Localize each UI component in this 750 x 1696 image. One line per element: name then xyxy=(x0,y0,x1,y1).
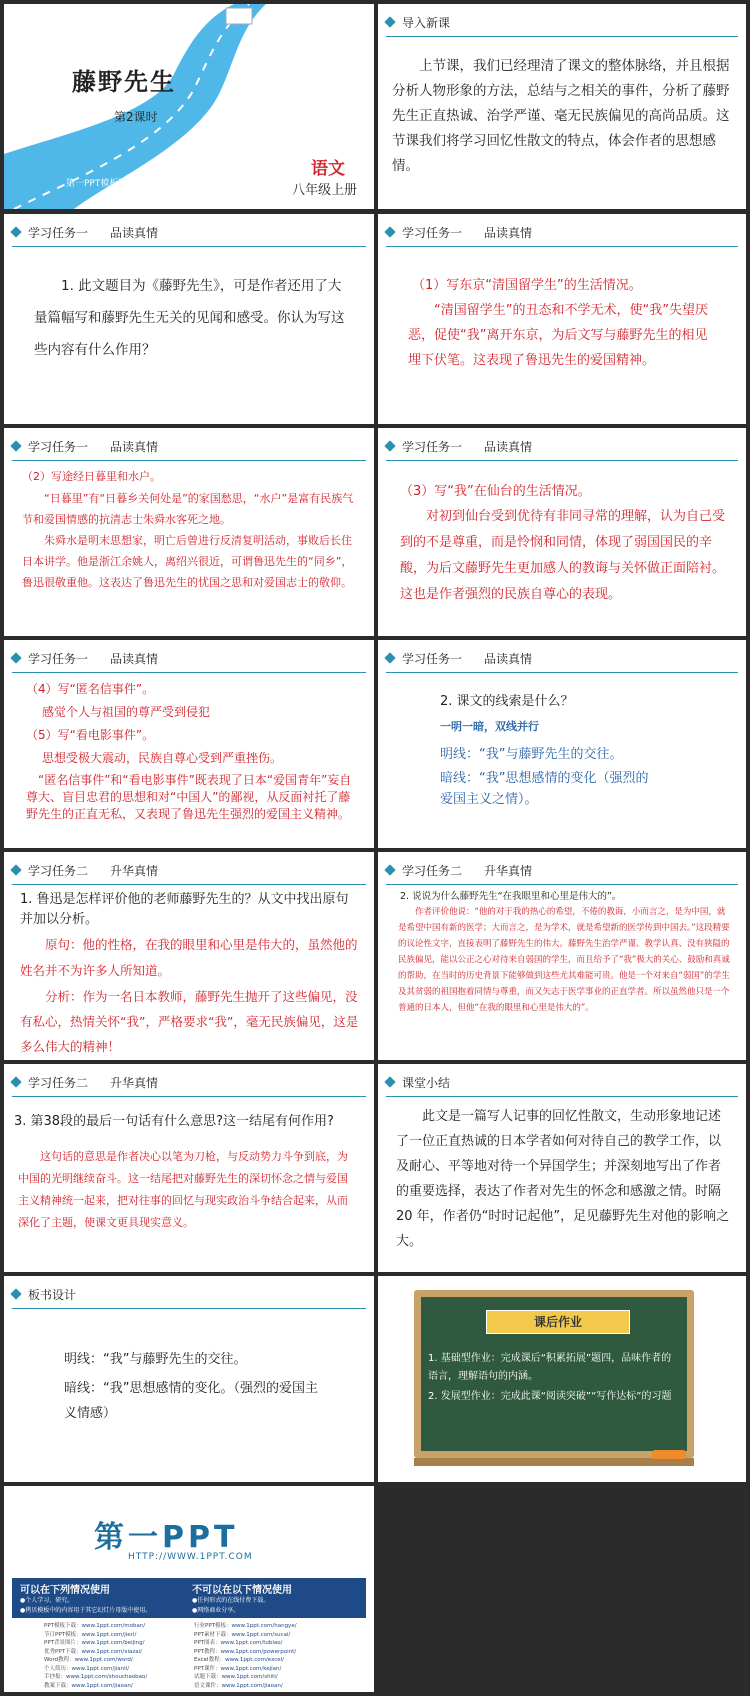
an-line: 暗线：“我”思想感情的变化。（强烈的爱国主义情感） xyxy=(64,1381,318,1421)
cannot-item-2: ●网络商业分享。 xyxy=(192,1607,240,1614)
diamond-icon xyxy=(10,1076,21,1087)
slide-header xyxy=(386,1072,450,1092)
header-task: 学习任务一 xyxy=(28,651,89,666)
site-text: 第一PPT模板网-WWW.1PPT.COM xyxy=(66,179,205,189)
slide-task2-q3[interactable] xyxy=(4,1064,374,1272)
link-row[interactable]: Word教程：www.1ppt.com/word/ xyxy=(44,1657,133,1663)
diamond-icon xyxy=(384,16,395,27)
slide-header xyxy=(12,1072,158,1092)
slide-header xyxy=(12,860,158,880)
summary-text: “匿名信事件”和“看电影事件”既表现了日本“爱国青年”妄自尊大、盲目忠君的思想和对“中国人”的鄙视，从反面衬托了藤野先生的正直无私，又表现了鲁迅先生强烈的爱国主义精神。 xyxy=(26,773,352,821)
header-task: 学习任务二 xyxy=(28,1075,89,1090)
can-item-2: ●拷贝模板中的内容用于其它幻灯片母版中使用。 xyxy=(20,1607,152,1614)
intro-paragraph: 上节课，我们已经理清了课文的整体脉络，并且根据分析人物形象的方法，总结与之相关的事件，分析了藤野先生正直热诚、治学严谨、毫无民族偏见的高尚品质。这节课我们将学习回忆性散文的特点，体会作者的思想感情。 xyxy=(392,58,730,174)
text-5: 思想受极大震动，民族自尊心受到严重挫伤。 xyxy=(42,751,283,765)
slide-task1-a4[interactable] xyxy=(4,640,374,848)
slide-task1-a1[interactable] xyxy=(378,214,746,424)
link-row[interactable]: 行业PPT模板：www.1ppt.com/hangye/ xyxy=(194,1623,297,1629)
chalk-icon xyxy=(652,1450,686,1459)
answer-text: 作者评价他说：“他的对于我的热心的希望，不倦的教诲，小而言之，是为中国，就是希望中国有新的医学；大而言之，是为学术，就是希望新的医学传到中国去。”这段精要的议论性文字，直接表明了藤野先生的伟大。藤野先生治学严谨、教学认真、没有狭隘的民族偏见，能以公正之心对待来自弱国的学生，而且给予了“我”极大的关心、鼓励和真诚的帮助，在当时的历史背景下能够做到这些尤其难能可贵。他是一个对来自“弱国”的学生及其贫弱的祖国抱着同情与尊重，而又矢志于医学事业的正直学者。所以虽然他只是一个普通的日本人，但他“在我的眼里和心里是伟大的”。 xyxy=(398,907,730,1013)
logo-url: HTTP://WWW.1PPT.COM xyxy=(128,1552,253,1562)
header-sub: 品读真情 xyxy=(484,651,533,666)
slide-title[interactable] xyxy=(4,4,374,209)
links-left xyxy=(44,1622,194,1690)
diamond-icon xyxy=(384,440,395,451)
header-task: 学习任务二 xyxy=(28,863,89,878)
slide-task1-q2[interactable] xyxy=(378,640,746,848)
link-row[interactable]: PPT素材下载：www.1ppt.com/sucai/ xyxy=(194,1631,291,1638)
question-text: 2. 说说为什么藤野先生“在我眼里和心里是伟大的”。 xyxy=(400,891,622,902)
can-title: 可以在下列情况使用 xyxy=(20,1585,110,1596)
header-task: 学习任务一 xyxy=(402,439,463,454)
slide-summary[interactable] xyxy=(378,1064,746,1272)
homework-item-1: 1. 基础型作业：完成课后“积累拓展”题四，品味作者的语言，理解语句的内涵。 xyxy=(428,1353,672,1382)
header-task: 学习任务一 xyxy=(402,651,463,666)
analysis-text: 分析：作为一名日本教师，藤野先生抛开了这些偏见，没有私心，热情关怀“我”，严格要求“我”，毫无民族偏见，这是多么伟大的精神！ xyxy=(20,989,359,1054)
links-right xyxy=(194,1622,364,1690)
link-row[interactable]: 语文课件：www.1ppt.com/jiaoan/ xyxy=(194,1682,283,1689)
slide-header xyxy=(386,12,450,32)
diamond-icon xyxy=(10,440,21,451)
slide-board-design[interactable] xyxy=(4,1276,374,1482)
original-text: 原句：他的性格，在我的眼里和心里是伟大的，虽然他的姓名并不为许多人所知道。 xyxy=(20,937,358,978)
question-text: 1. 鲁迅是怎样评价他的老师藤野先生的？从文中找出原句并加以分析。 xyxy=(20,892,349,927)
header-sub: 升华真情 xyxy=(484,863,533,878)
link-row[interactable]: PPT模板下载：www.1ppt.com/moban/ xyxy=(44,1623,146,1629)
heading-5: （5）写“看电影事件”。 xyxy=(26,728,155,742)
header-divider xyxy=(386,460,738,461)
slide-header xyxy=(12,1284,76,1304)
answer-text: 对初到仙台受到优待有非同寻常的理解，认为自己受到的不是尊重，而是怜悯和同情，体现了弱国国民的辛酸，为后文藤野先生更加感人的教诲与关怀做正面陪衬。这也是作者强烈的民族自尊心的表现。 xyxy=(400,509,726,602)
cannot-title: 不可以在以下情况使用 xyxy=(192,1585,292,1596)
ming-line: 明线：“我”与藤野先生的交往。 xyxy=(440,747,623,762)
grade-text: 八年级上册 xyxy=(292,183,358,198)
slide-ending[interactable] xyxy=(4,1486,374,1692)
link-row[interactable]: 个人简历：www.1ppt.com/jianli/ xyxy=(44,1665,130,1672)
header-task: 学习任务一 xyxy=(28,439,89,454)
answer-heading: （2）写途经日暮里和水户。 xyxy=(22,470,161,483)
link-row[interactable]: Excel教程：www.1ppt.com/excel/ xyxy=(194,1657,285,1663)
slide-header xyxy=(386,436,532,456)
answer-text-2: 朱舜水是明末思想家，明亡后曾进行反清复明活动，事败后长住日本讲学。他是浙江余姚人，离绍兴很近，可谓鲁迅先生的“同乡”，鲁迅很敬重他。这表达了鲁迅先生的忧国之思和对爱国志士的敬仰。 xyxy=(22,534,353,589)
header-divider xyxy=(386,672,738,673)
header-divider xyxy=(386,884,738,885)
link-row[interactable]: PPT图表：www.1ppt.com/tubiao/ xyxy=(194,1640,283,1646)
subject-text: 语文 xyxy=(311,159,345,179)
header-divider xyxy=(12,1096,366,1097)
header-sub: 升华真情 xyxy=(110,863,159,878)
heading-4: （4）写“匿名信事件”。 xyxy=(26,682,155,696)
question-text: 2. 课文的线索是什么？ xyxy=(440,694,574,709)
slide-header xyxy=(386,648,532,668)
slide-task2-q2[interactable] xyxy=(378,852,746,1060)
header-label: 课堂小结 xyxy=(402,1075,451,1090)
header-task: 学习任务一 xyxy=(402,225,463,240)
header-divider xyxy=(386,36,738,37)
answer-heading: （3）写“我”在仙台的生活情况。 xyxy=(400,484,591,499)
header-sub: 品读真情 xyxy=(484,225,533,240)
link-row[interactable]: PPT背景图片：www.1ppt.com/beijing/ xyxy=(44,1640,145,1646)
summary-text: 此文是一篇写人记事的回忆性散文，生动形象地记述了一位正直热诚的日本学者如何对待自己的教学工作，以及耐心、平等地对待一个异国学生；并深刻地写出了作者的重要选择，表达了作者对先生的怀念和感激之情。时隔 20 年，作者仍“时时记起他”，足见藤野先生对他的影响之大。 xyxy=(396,1109,730,1249)
link-row[interactable]: 手抄报：www.1ppt.com/shouchaobao/ xyxy=(44,1674,148,1680)
diamond-icon xyxy=(384,652,395,663)
header-sub: 品读真情 xyxy=(110,439,159,454)
answer-text: 这句话的意思是作者决心以笔为刀枪，与反动势力斗争到底，为中国的光明继续奋斗。这一结尾把对藤野先生的深切怀念之情与爱国主义精神统一起来，把对往事的回忆与现实政治斗争结合起来，从而深化了主题，使课文更具现实意义。 xyxy=(18,1150,348,1229)
slide-header xyxy=(386,222,532,242)
slide-header xyxy=(386,860,532,880)
link-row[interactable]: PPT教程：www.1ppt.com/powerpoint/ xyxy=(194,1648,297,1655)
answer-heading: （1）写东京“清国留学生”的生活情况。 xyxy=(412,278,642,293)
homework-title: 课后作业 xyxy=(486,1310,630,1334)
slide-header xyxy=(12,436,158,456)
slide-task1-q1[interactable] xyxy=(4,214,374,424)
question-text: 1. 此文题目为《藤野先生》，可是作者还用了大量篇幅写和藤野先生无关的见闻和感受。你认为写这些内容有什么作用？ xyxy=(34,278,345,358)
header-label: 板书设计 xyxy=(28,1287,77,1302)
slide-task2-q1[interactable] xyxy=(4,852,374,1060)
hint-text: 一明一暗，双线并行 xyxy=(440,720,539,733)
diamond-icon xyxy=(384,864,395,875)
header-sub: 品读真情 xyxy=(110,225,159,240)
an-line: 暗线：“我”思想感情的变化（强烈的爱国主义之情）。 xyxy=(440,771,649,807)
header-label: 导入新课 xyxy=(402,15,451,30)
lesson-text: 第2课时 xyxy=(114,110,158,124)
header-sub: 品读真情 xyxy=(110,651,159,666)
slide-intro[interactable] xyxy=(378,4,746,209)
question-text: 3. 第38段的最后一句话有什么意思?这一结尾有何作用? xyxy=(14,1114,334,1129)
text-4: 感觉个人与祖国的尊严受到侵犯 xyxy=(42,705,211,719)
diamond-icon xyxy=(10,226,21,237)
header-divider xyxy=(386,246,738,247)
header-divider xyxy=(12,460,366,461)
diamond-icon xyxy=(10,1288,21,1299)
logo-text: 第一PPT xyxy=(94,1520,239,1555)
slide-header xyxy=(12,648,158,668)
header-divider xyxy=(12,672,366,673)
link-row[interactable]: PPT课件：www.1ppt.com/kejian/ xyxy=(194,1665,282,1672)
answer-text-1: “日暮里”有“日暮乡关何处是”的家国愁思，“水户”是富有民族气节和爱国情感的抗清志士朱舜水客死之地。 xyxy=(22,492,354,526)
can-item-1: ●个人学习、研究。 xyxy=(20,1597,74,1604)
slide-task1-a2[interactable] xyxy=(4,428,374,636)
chalk-tray xyxy=(414,1458,694,1466)
header-sub: 品读真情 xyxy=(484,439,533,454)
diamond-icon xyxy=(384,1076,395,1087)
link-row[interactable]: 教案下载：www.1ppt.com/jiaoan/ xyxy=(44,1682,133,1689)
header-sub: 升华真情 xyxy=(110,1075,159,1090)
answer-text: “清国留学生”的丑态和不学无术，使“我”失望厌恶，促使“我”离开东京，为后文写与藤野先生的相见埋下伏笔。这表现了鲁迅先生的爱国精神。 xyxy=(408,303,708,368)
header-task: 学习任务一 xyxy=(28,225,89,240)
cannot-item-1: ●任何形式的在线付费下载。 xyxy=(192,1597,270,1604)
slide-task1-a3[interactable] xyxy=(378,428,746,636)
ming-line: 明线：“我”与藤野先生的交往。 xyxy=(64,1352,247,1367)
diamond-icon xyxy=(384,226,395,237)
diamond-icon xyxy=(10,652,21,663)
header-divider xyxy=(12,1308,366,1309)
slide-homework[interactable] xyxy=(378,1276,746,1482)
header-divider xyxy=(12,246,366,247)
link-row[interactable]: 试题下载：www.1ppt.com/shiti/ xyxy=(194,1674,278,1680)
homework-item-2: 2. 发展型作业：完成此课“阅读突破”“写作达标”的习题 xyxy=(428,1391,672,1402)
slide-header xyxy=(12,222,158,242)
header-divider xyxy=(12,884,366,885)
header-divider xyxy=(386,1096,738,1097)
diamond-icon xyxy=(10,864,21,875)
link-row[interactable]: 节日PPT模板：www.1ppt.com/jieri/ xyxy=(44,1631,137,1638)
link-row[interactable]: 优秀PPT下载：www.1ppt.com/xiazai/ xyxy=(44,1648,143,1655)
title-text: 藤野先生 xyxy=(72,68,176,96)
header-task: 学习任务二 xyxy=(402,863,463,878)
